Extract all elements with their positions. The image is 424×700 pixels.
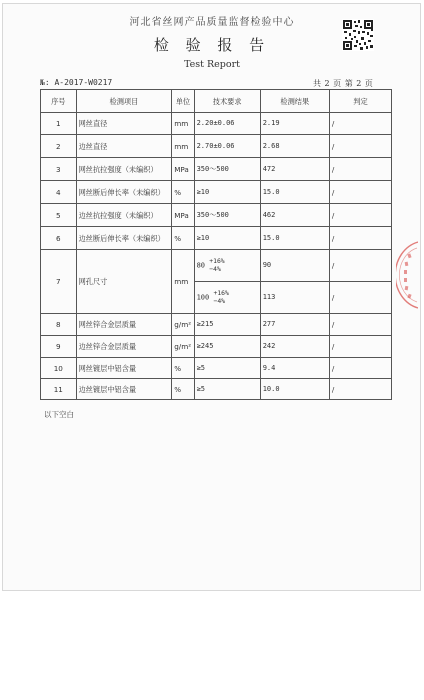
table-row: [41, 227, 392, 250]
row-number: 1: [41, 113, 77, 135]
verdict: /: [329, 336, 391, 358]
tolerance-plus: +16%: [213, 289, 229, 298]
test-item: 网丝断后伸长率（未编织）: [76, 181, 172, 204]
test-item: 边丝抗拉强度（未编织）: [76, 204, 172, 227]
tolerance-plus: +16%: [209, 257, 225, 266]
verdict: /: [329, 204, 391, 227]
column-header: 判定: [329, 90, 391, 113]
unit: MPa: [172, 204, 194, 227]
result: 90: [260, 250, 329, 282]
unit: g/m²: [172, 336, 194, 358]
result: 2.68: [260, 135, 329, 158]
unit: %: [172, 227, 194, 250]
end-of-content-note: 以下空白: [44, 410, 74, 419]
row-number: 6: [41, 227, 77, 250]
result: 10.0: [260, 379, 329, 400]
row-number: 3: [41, 158, 77, 181]
table-header-row: [41, 90, 392, 113]
requirement: ≥245: [194, 336, 260, 358]
verdict: /: [329, 181, 391, 204]
unit: %: [172, 379, 194, 400]
table-row: [41, 204, 392, 227]
unit: %: [172, 181, 194, 204]
table-row: [41, 135, 392, 158]
test-item: 边丝直径: [76, 135, 172, 158]
test-item: 网丝锌合金层质量: [76, 314, 172, 336]
verdict: /: [329, 358, 391, 379]
requirement: 2.70±0.06: [194, 135, 260, 158]
requirement: ≥215: [194, 314, 260, 336]
column-header: 技术要求: [194, 90, 260, 113]
requirement: [194, 250, 260, 282]
test-item: 边丝断后伸长率（未编织）: [76, 227, 172, 250]
row-number: 10: [41, 358, 77, 379]
unit: mm: [172, 135, 194, 158]
test-item: 网丝抗拉强度（未编织）: [76, 158, 172, 181]
table-row: [41, 181, 392, 204]
table-row: [41, 250, 392, 282]
verdict: /: [329, 250, 391, 282]
result: 277: [260, 314, 329, 336]
result: 15.0: [260, 181, 329, 204]
row-number: 5: [41, 204, 77, 227]
requirement: 350～500: [194, 158, 260, 181]
unit: mm: [172, 113, 194, 135]
table-row: [41, 336, 392, 358]
tolerance: [213, 290, 228, 305]
qr-code-icon: [342, 19, 374, 51]
unit: %: [172, 358, 194, 379]
row-number: 9: [41, 336, 77, 358]
table-row: [41, 358, 392, 379]
requirement: ≥10: [194, 227, 260, 250]
row-number: 2: [41, 135, 77, 158]
table-row: [41, 379, 392, 400]
test-item: 边丝镀层中铝含量: [76, 379, 172, 400]
requirement-base: 80: [196, 261, 206, 270]
column-header: 单位: [172, 90, 194, 113]
row-number: 4: [41, 181, 77, 204]
results-table: [40, 89, 392, 400]
result: 113: [260, 282, 329, 314]
test-item: 网丝直径: [76, 113, 172, 135]
row-number: 7: [41, 250, 77, 314]
organization-name: 河北省丝网产品质量监督检验中心: [129, 17, 295, 28]
table-row: [41, 113, 392, 135]
result: 9.4: [260, 358, 329, 379]
seal-stamp: [396, 240, 418, 310]
result: 472: [260, 158, 329, 181]
unit: g/m²: [172, 314, 194, 336]
unit: MPa: [172, 158, 194, 181]
requirement: [194, 282, 260, 314]
test-item: 网孔尺寸: [76, 250, 172, 314]
result: 2.19: [260, 113, 329, 135]
row-number: 8: [41, 314, 77, 336]
test-item: 网丝镀层中铝含量: [76, 358, 172, 379]
column-header: 序号: [41, 90, 77, 113]
table-row: [41, 314, 392, 336]
verdict: /: [329, 314, 391, 336]
verdict: /: [329, 158, 391, 181]
tolerance-minus: −4%: [213, 296, 226, 305]
table-row: [41, 158, 392, 181]
requirement: ≥10: [194, 181, 260, 204]
row-number: 11: [41, 379, 77, 400]
requirement: ≥5: [194, 379, 260, 400]
result: 462: [260, 204, 329, 227]
verdict: /: [329, 135, 391, 158]
requirement: ≥5: [194, 358, 260, 379]
report-number: №: A-2017-W0217: [40, 78, 113, 87]
unit: mm: [172, 250, 194, 314]
verdict: /: [329, 282, 391, 314]
report-subtitle: Test Report: [184, 59, 240, 70]
result: 15.0: [260, 227, 329, 250]
column-header: 检测结果: [260, 90, 329, 113]
test-item: 边丝锌合金层质量: [76, 336, 172, 358]
verdict: /: [329, 113, 391, 135]
requirement: 2.20±0.06: [194, 113, 260, 135]
column-header: 检测项目: [76, 90, 172, 113]
result: 242: [260, 336, 329, 358]
tolerance-minus: −4%: [209, 264, 221, 273]
page-count: 共 2 页 第 2 页: [313, 79, 374, 88]
requirement: 350～500: [194, 204, 260, 227]
tolerance: [209, 258, 224, 273]
verdict: /: [329, 227, 391, 250]
report-title: 检 验 报 告: [153, 36, 271, 54]
verdict: /: [329, 379, 391, 400]
requirement-base: 100: [196, 293, 210, 302]
